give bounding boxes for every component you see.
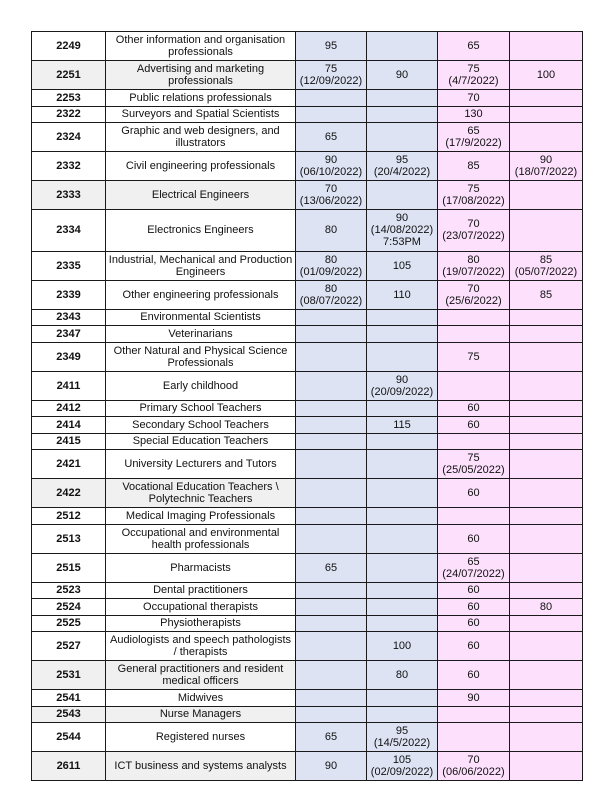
occupation-name: Public relations professionals [106, 90, 296, 107]
table-row [32, 479, 583, 508]
value-col-4 [510, 32, 583, 61]
value-col-2 [367, 433, 438, 450]
value-col-1: 80 [296, 210, 367, 252]
occupation-code: 2411 [32, 371, 106, 400]
table-row [32, 417, 583, 434]
table-row [32, 106, 583, 123]
occupation-name: Pharmacists [106, 553, 296, 582]
value-col-3: 85 [438, 152, 510, 181]
value-col-2: 95 (20/4/2022) [367, 152, 438, 181]
table-row [32, 32, 583, 61]
value-col-1: 65 [296, 553, 367, 582]
value-col-3: 70 (06/06/2022) [438, 752, 510, 781]
value-col-1: 65 [296, 723, 367, 752]
value-col-1 [296, 706, 367, 723]
value-col-3: 75 (4/7/2022) [438, 61, 510, 90]
occupation-code: 2412 [32, 400, 106, 417]
value-col-4 [510, 90, 583, 107]
table-row [32, 706, 583, 723]
value-col-4 [510, 450, 583, 479]
value-col-1: 80 (08/07/2022) [296, 280, 367, 309]
occupation-code: 2335 [32, 251, 106, 280]
value-col-3: 80 (19/07/2022) [438, 251, 510, 280]
occupation-code: 2334 [32, 210, 106, 252]
table-row [32, 326, 583, 343]
value-col-2 [367, 342, 438, 371]
occupation-name: Graphic and web designers, and illustrators [106, 123, 296, 152]
table-row [32, 582, 583, 599]
value-col-3: 75 [438, 342, 510, 371]
value-col-1 [296, 661, 367, 690]
value-col-1: 95 [296, 32, 367, 61]
value-col-2 [367, 582, 438, 599]
value-col-3 [438, 508, 510, 525]
occupation-code: 2253 [32, 90, 106, 107]
value-col-3: 65 (24/07/2022) [438, 553, 510, 582]
occupation-code: 2249 [32, 32, 106, 61]
table-row [32, 280, 583, 309]
table-row [32, 599, 583, 616]
value-col-1 [296, 417, 367, 434]
table-row [32, 508, 583, 525]
occupation-name: Civil engineering professionals [106, 152, 296, 181]
occupation-code: 2515 [32, 553, 106, 582]
table-row [32, 661, 583, 690]
table-row [32, 433, 583, 450]
value-col-2 [367, 690, 438, 707]
occupation-code: 2415 [32, 433, 106, 450]
occupation-name: General practitioners and resident medical officers [106, 661, 296, 690]
occupation-code: 2322 [32, 106, 106, 123]
value-col-2 [367, 553, 438, 582]
occupation-name: Occupational and environmental health professionals [106, 524, 296, 553]
value-col-2 [367, 32, 438, 61]
value-col-2: 80 [367, 661, 438, 690]
value-col-3: 70 (23/07/2022) [438, 210, 510, 252]
value-col-2: 90 (14/08/2022) 7:53PM [367, 210, 438, 252]
occupation-name: Nurse Managers [106, 706, 296, 723]
occupation-code: 2525 [32, 615, 106, 632]
occupation-name: ICT business and systems analysts [106, 752, 296, 781]
value-col-4 [510, 752, 583, 781]
value-col-3: 60 [438, 479, 510, 508]
value-col-4 [510, 582, 583, 599]
occupation-name: Medical Imaging Professionals [106, 508, 296, 525]
value-col-3 [438, 723, 510, 752]
value-col-2: 90 [367, 61, 438, 90]
value-col-1 [296, 342, 367, 371]
occupation-code: 2531 [32, 661, 106, 690]
value-col-3 [438, 326, 510, 343]
table-row [32, 90, 583, 107]
value-col-3: 60 [438, 417, 510, 434]
value-col-4 [510, 706, 583, 723]
occupation-code: 2541 [32, 690, 106, 707]
value-col-2: 105 [367, 251, 438, 280]
value-col-3: 60 [438, 632, 510, 661]
value-col-2: 100 [367, 632, 438, 661]
value-col-1: 90 [296, 752, 367, 781]
value-col-4 [510, 433, 583, 450]
table-row [32, 400, 583, 417]
value-col-1 [296, 582, 367, 599]
value-col-4 [510, 632, 583, 661]
table-row [32, 61, 583, 90]
occupation-code: 2347 [32, 326, 106, 343]
occupation-name: Surveyors and Spatial Scientists [106, 106, 296, 123]
value-col-1 [296, 90, 367, 107]
occupation-name: Electrical Engineers [106, 181, 296, 210]
value-col-2 [367, 106, 438, 123]
occupation-name: Audiologists and speech pathologists / therapists [106, 632, 296, 661]
value-col-2: 105 (02/09/2022) [367, 752, 438, 781]
value-col-3: 130 [438, 106, 510, 123]
value-col-3: 60 [438, 400, 510, 417]
occupation-name: Early childhood [106, 371, 296, 400]
occupation-name: Secondary School Teachers [106, 417, 296, 434]
table-row [32, 752, 583, 781]
value-col-4 [510, 123, 583, 152]
value-col-3: 65 [438, 32, 510, 61]
occupation-name: Midwives [106, 690, 296, 707]
value-col-1: 75 (12/09/2022) [296, 61, 367, 90]
value-col-2 [367, 479, 438, 508]
value-col-4 [510, 417, 583, 434]
occupation-code: 2414 [32, 417, 106, 434]
value-col-3: 75 (25/05/2022) [438, 450, 510, 479]
value-col-4: 90 (18/07/2022) [510, 152, 583, 181]
value-col-1 [296, 599, 367, 616]
value-col-2 [367, 326, 438, 343]
occupation-name: Dental practitioners [106, 582, 296, 599]
value-col-1: 80 (01/09/2022) [296, 251, 367, 280]
occupation-code: 2339 [32, 280, 106, 309]
occupation-code: 2544 [32, 723, 106, 752]
value-col-4: 85 (05/07/2022) [510, 251, 583, 280]
value-col-1 [296, 524, 367, 553]
value-col-2 [367, 400, 438, 417]
value-col-4 [510, 508, 583, 525]
value-col-4 [510, 400, 583, 417]
table-body [32, 32, 583, 781]
value-col-3: 75 (17/08/2022) [438, 181, 510, 210]
occupation-name: Advertising and marketing professionals [106, 61, 296, 90]
value-col-2: 115 [367, 417, 438, 434]
value-col-4 [510, 210, 583, 252]
table-row [32, 371, 583, 400]
occupation-code: 2611 [32, 752, 106, 781]
value-col-1 [296, 309, 367, 326]
occupation-name: Veterinarians [106, 326, 296, 343]
value-col-3: 60 [438, 599, 510, 616]
table-row [32, 123, 583, 152]
occupation-code: 2251 [32, 61, 106, 90]
value-col-1: 65 [296, 123, 367, 152]
value-col-2: 95 (14/5/2022) [367, 723, 438, 752]
value-col-4 [510, 106, 583, 123]
table-row [32, 210, 583, 252]
value-col-2 [367, 706, 438, 723]
value-col-4 [510, 723, 583, 752]
value-col-3: 60 [438, 615, 510, 632]
value-col-3: 60 [438, 524, 510, 553]
value-col-1 [296, 326, 367, 343]
occupation-code: 2527 [32, 632, 106, 661]
occupation-code: 2421 [32, 450, 106, 479]
occupation-name: Environmental Scientists [106, 309, 296, 326]
value-col-1: 70 (13/06/2022) [296, 181, 367, 210]
value-col-1 [296, 479, 367, 508]
value-col-1 [296, 450, 367, 479]
value-col-1 [296, 433, 367, 450]
table-row [32, 524, 583, 553]
value-col-4 [510, 309, 583, 326]
value-col-1 [296, 371, 367, 400]
value-col-2 [367, 181, 438, 210]
table-row [32, 309, 583, 326]
value-col-1: 90 (06/10/2022) [296, 152, 367, 181]
occupation-code: 2343 [32, 309, 106, 326]
value-col-3: 70 (25/6/2022) [438, 280, 510, 309]
occupation-code: 2512 [32, 508, 106, 525]
value-col-3: 70 [438, 90, 510, 107]
occupation-name: Physiotherapists [106, 615, 296, 632]
value-col-3 [438, 309, 510, 326]
value-col-3: 60 [438, 582, 510, 599]
value-col-2: 110 [367, 280, 438, 309]
occupation-name: Primary School Teachers [106, 400, 296, 417]
occupation-name: Other information and organisation professionals [106, 32, 296, 61]
value-col-3: 65 (17/9/2022) [438, 123, 510, 152]
table-row [32, 251, 583, 280]
value-col-4: 100 [510, 61, 583, 90]
occupation-name: Electronics Engineers [106, 210, 296, 252]
value-col-3: 90 [438, 690, 510, 707]
occupation-code: 2523 [32, 582, 106, 599]
value-col-4 [510, 479, 583, 508]
occupation-name: Special Education Teachers [106, 433, 296, 450]
value-col-1 [296, 508, 367, 525]
occupation-code: 2524 [32, 599, 106, 616]
value-col-2 [367, 524, 438, 553]
value-col-4 [510, 553, 583, 582]
occupation-code: 2422 [32, 479, 106, 508]
occupation-code: 2332 [32, 152, 106, 181]
occupation-name: Vocational Education Teachers \ Polytechnic Teachers [106, 479, 296, 508]
value-col-2 [367, 123, 438, 152]
value-col-4 [510, 371, 583, 400]
occupation-name: University Lecturers and Tutors [106, 450, 296, 479]
value-col-4 [510, 342, 583, 371]
table-row [32, 615, 583, 632]
value-col-2 [367, 508, 438, 525]
value-col-4 [510, 326, 583, 343]
value-col-4 [510, 661, 583, 690]
table-row [32, 632, 583, 661]
value-col-1 [296, 400, 367, 417]
value-col-4 [510, 690, 583, 707]
occupation-name: Industrial, Mechanical and Production Engineers [106, 251, 296, 280]
occupation-name: Other engineering professionals [106, 280, 296, 309]
value-col-2 [367, 309, 438, 326]
value-col-3 [438, 706, 510, 723]
table-row [32, 152, 583, 181]
value-col-4: 85 [510, 280, 583, 309]
occupation-table [31, 31, 583, 781]
value-col-2 [367, 90, 438, 107]
occupation-code: 2349 [32, 342, 106, 371]
value-col-2 [367, 450, 438, 479]
table-row [32, 723, 583, 752]
value-col-2 [367, 615, 438, 632]
value-col-3: 60 [438, 661, 510, 690]
value-col-4: 80 [510, 599, 583, 616]
value-col-1 [296, 106, 367, 123]
occupation-code: 2333 [32, 181, 106, 210]
value-col-2: 90 (20/09/2022) [367, 371, 438, 400]
occupation-name: Registered nurses [106, 723, 296, 752]
value-col-1 [296, 615, 367, 632]
table-row [32, 553, 583, 582]
value-col-3 [438, 371, 510, 400]
value-col-4 [510, 181, 583, 210]
value-col-1 [296, 632, 367, 661]
occupation-name: Other Natural and Physical Science Professionals [106, 342, 296, 371]
value-col-3 [438, 433, 510, 450]
table-row [32, 690, 583, 707]
occupation-code: 2324 [32, 123, 106, 152]
value-col-4 [510, 524, 583, 553]
value-col-1 [296, 690, 367, 707]
table-row [32, 342, 583, 371]
table-row [32, 181, 583, 210]
value-col-4 [510, 615, 583, 632]
occupation-code: 2513 [32, 524, 106, 553]
occupation-name: Occupational therapists [106, 599, 296, 616]
value-col-2 [367, 599, 438, 616]
table-row [32, 450, 583, 479]
occupation-code: 2543 [32, 706, 106, 723]
